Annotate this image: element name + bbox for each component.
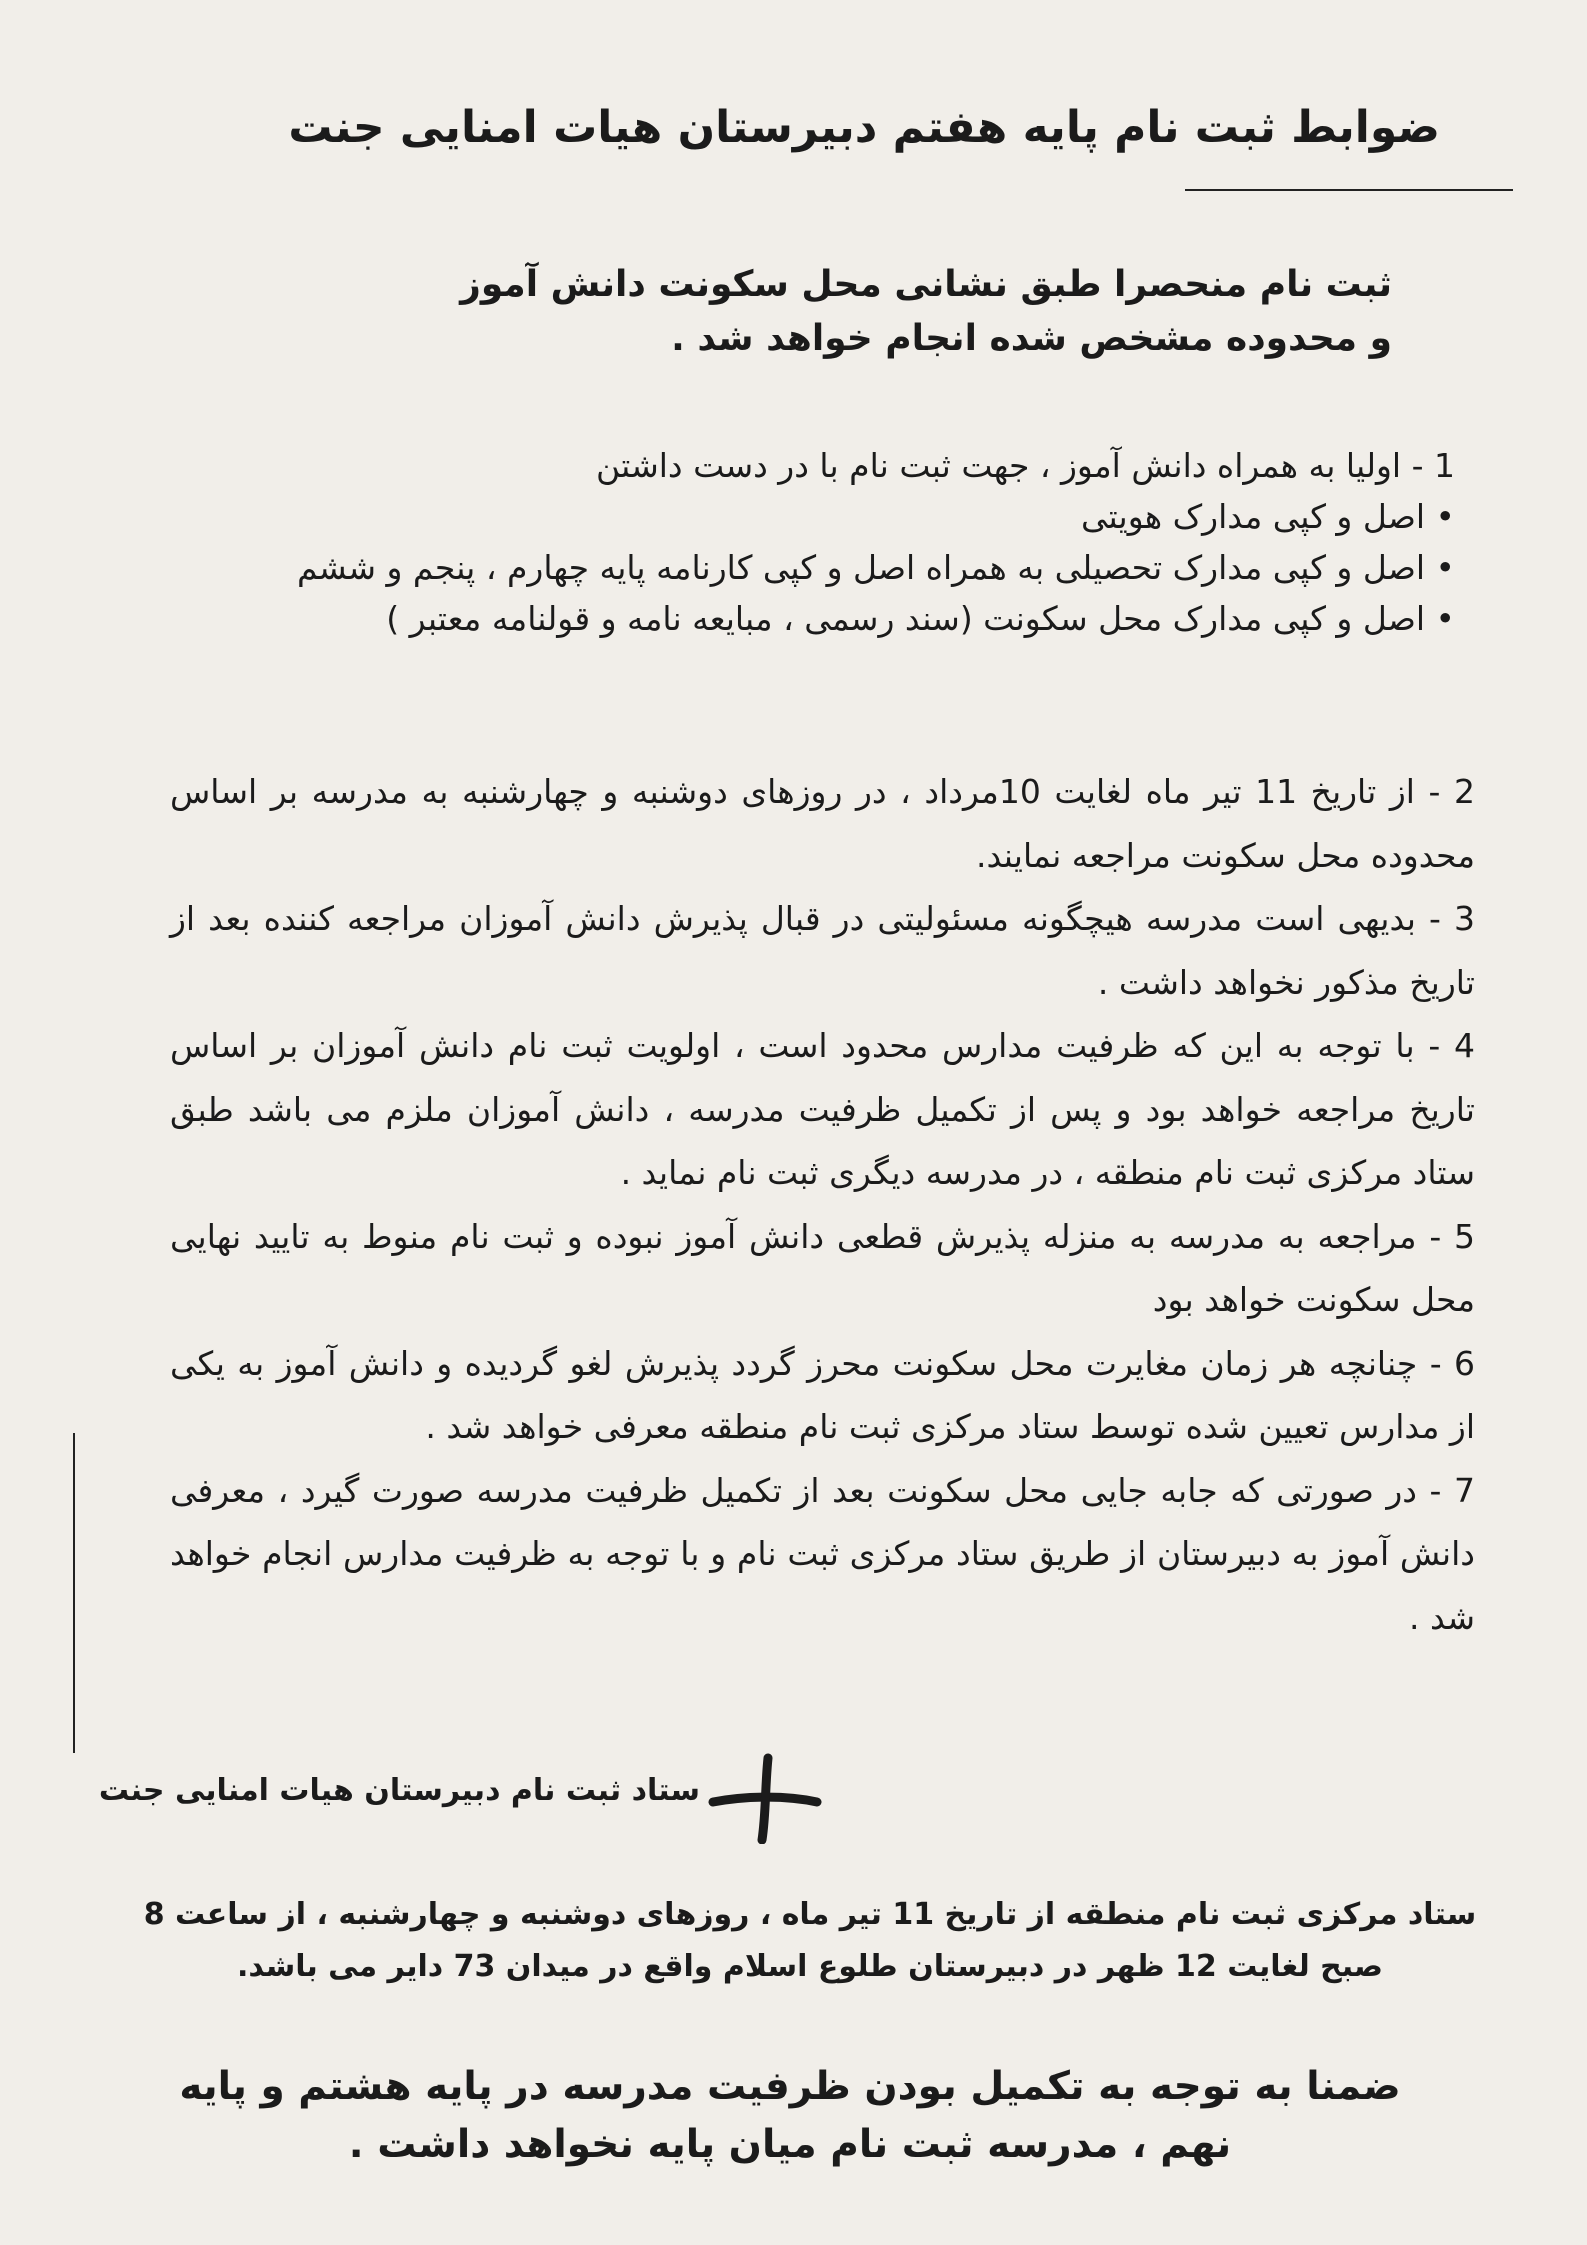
- rule-item: 5 - مراجعه به مدرسه به منزله پذیرش قطعی دانش آموز نبوده و ثبت نام منوط به تایید نهایی محل سکونت خواهد بود: [170, 1216, 1475, 1319]
- signature-line: ستاد ثبت نام دبیرستان هیات امنایی جنت: [98, 1773, 700, 1808]
- rule-item: 7 - در صورتی که جابه جایی محل سکونت بعد از تکمیل ظرفیت مدرسه صورت گیرد ، معرفی دانش آموز به دبیرستان از طریق ستاد مرکزی ثبت نام و با توجه به ظرفیت مدارس انجام خواهد شد .: [170, 1470, 1475, 1637]
- rule-item: 2 - از تاریخ 11 تیر ماه لغایت 10مرداد ، در روزهای دوشنبه و چهارشنبه به مدرسه بر اساس محدوده محل سکونت مراجعه نمایند.: [170, 772, 1475, 875]
- rule-item: 6 - چنانچه هر زمان مغایرت محل سکونت محرز گردد پذیرش لغو گردیده و دانش آموز به یکی از مدارس تعیین شده توسط ستاد مرکزی ثبت نام منطقه معرفی خواهد شد .: [170, 1343, 1475, 1446]
- page-title: ضوابط ثبت نام پایه هفتم دبیرستان هیات امنایی جنت: [288, 102, 1440, 153]
- final-note: ضمنا به توجه به تکمیل بودن ظرفیت مدرسه در پایه هشتم و پایه نهم ، مدرسه ثبت نام میان پایه نخواهد داشت .: [179, 2064, 1401, 2167]
- side-vertical-rule: [73, 1433, 75, 1753]
- plus-icon: [705, 1752, 825, 1844]
- title-underline: [1185, 189, 1513, 191]
- required-documents-section: [170, 440, 1455, 644]
- plus-icon-stroke: [762, 1758, 768, 1840]
- document-bullet: • اصل و کپی مدارک تحصیلی به همراه اصل و کپی کارنامه پایه چهارم ، پنجم و ششم: [296, 548, 1455, 587]
- rule-item: 3 - بدیهی است مدرسه هیچگونه مسئولیتی در قبال پذیرش دانش آموزان مراجعه کننده بعد از تاریخ مذکور نخواهد داشت .: [170, 899, 1475, 1002]
- document-bullet: • اصل و کپی مدارک محل سکونت (سند رسمی ، مبایعه نامه و قولنامه معتبر ): [386, 599, 1455, 638]
- rules-list: [170, 760, 1475, 1649]
- document-bullet: • اصل و کپی مدارک هویتی: [1081, 497, 1455, 536]
- intro-paragraph: ثبت نام منحصرا طبق نشانی محل سکونت دانش آموز و محدوده مشخص شده انجام خواهد شد .: [460, 264, 1392, 359]
- rule-item: 4 - با توجه به این که ظرفیت مدارس محدود است ، اولویت ثبت نام دانش آموزان بر اساس تاریخ مراجعه خواهد بود و پس از تکمیل ظرفیت مدرسه ، دانش آموزان ملزم می باشد طبق ستاد مرکزی ثبت نام منطقه ، در مدرسه دیگری ثبت نام نماید .: [170, 1026, 1475, 1192]
- central-office-info: ستاد مرکزی ثبت نام منطقه از تاریخ 11 تیر ماه ، روزهای دوشنبه و چهارشنبه ، از ساعت 8 صبح لغایت 12 ظهر در دبیرستان طلوع اسلام واقع در میدان 73 دایر می باشد.: [143, 1897, 1477, 1984]
- documents-heading: 1 - اولیا به همراه دانش آموز ، جهت ثبت نام با در دست داشتن: [595, 446, 1455, 485]
